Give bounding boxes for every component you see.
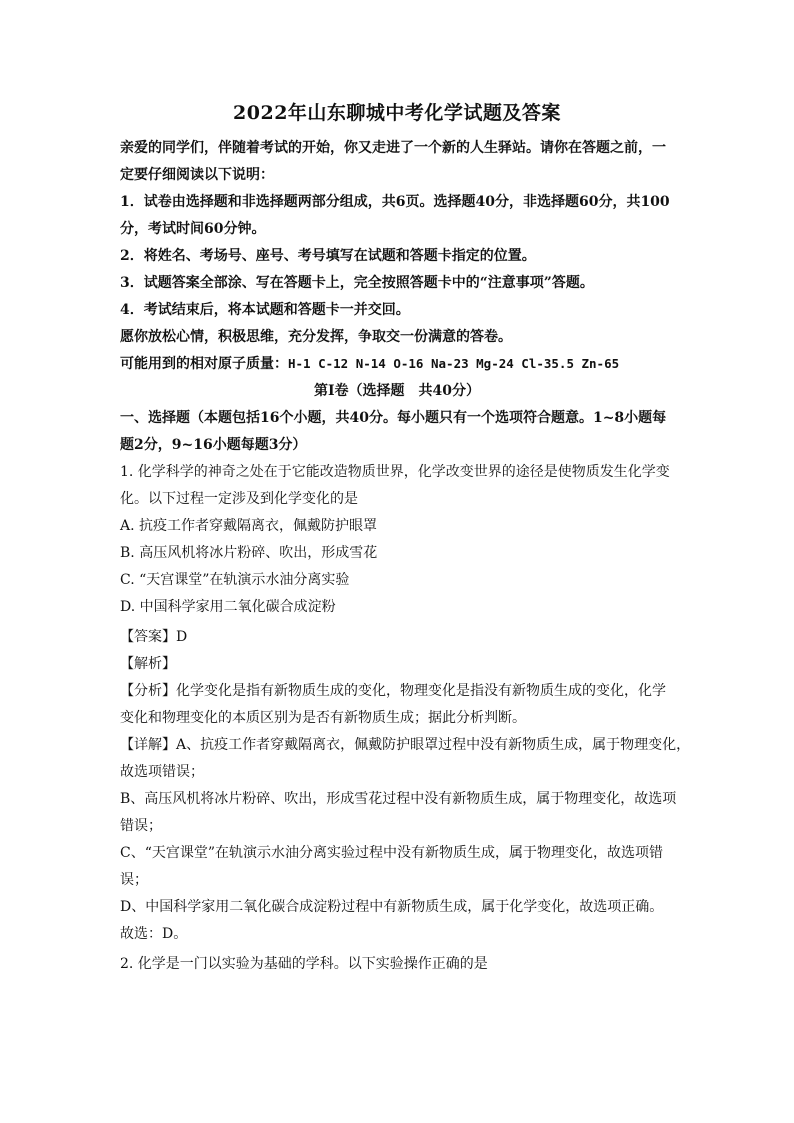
rule-4: 4．考试结束后，将本试题和答题卡一并交回。	[120, 302, 410, 318]
section-heading: 第Ⅰ卷（选择题 共40分）	[313, 383, 481, 399]
q1-detail-b-2: 错误；	[120, 818, 162, 834]
section-instruction-1: 一、选择题（本题包括16个小题，共40分。每小题只有一个选项符合题意。1~8小题每	[120, 410, 667, 426]
q1-option-d: D. 中国科学家用二氧化碳合成淀粉	[120, 599, 336, 615]
atomic-mass-line	[120, 354, 690, 374]
q1-detail-b-1: B、高压风机将冰片粉碎、吹出，形成雪花过程中没有新物质生成，属于物理变化，故选项	[120, 791, 677, 807]
rule-1a: 1．试卷由选择题和非选择题两部分组成，共6页。选择题40分，非选择题60分，共100	[120, 194, 670, 210]
q1-option-b: B. 高压风机将冰片粉碎、吹出，形成雪花	[120, 545, 378, 561]
q1-conclusion: 故选：D。	[120, 926, 188, 942]
q1-detail-a-1: 【详解】A、抗疫工作者穿戴隔离衣，佩戴防护眼罩过程中没有新物质生成，属于物理变化，	[120, 737, 691, 753]
q1-fenxi-1: 【分析】化学变化是指有新物质生成的变化，物理变化是指没有新物质生成的变化，化学	[120, 683, 666, 699]
intro-line-2: 定要仔细阅读以下说明：	[120, 167, 274, 183]
q1-answer: 【答案】D	[120, 629, 188, 645]
q1-detail-c-2: 误；	[120, 872, 148, 888]
rule-1b: 分，考试时间60分钟。	[120, 221, 266, 237]
q1-analysis-label: 【解析】	[120, 656, 176, 672]
q1-option-a: A. 抗疫工作者穿戴隔离衣，佩戴防护眼罩	[120, 518, 378, 534]
rule-3: 3．试题答案全部涂、写在答题卡上，完全按照答题卡中的“注意事项”答题。	[120, 275, 594, 291]
wish-line: 愿你放松心情，积极思维，充分发挥，争取交一份满意的答卷。	[120, 329, 512, 345]
q1-fenxi-2: 变化和物理变化的本质区别为是否有新物质生成；据此分析判断。	[120, 710, 526, 726]
q1-detail-c-1: C、“天宫课堂”在轨演示水油分离实验过程中没有新物质生成，属于物理变化，故选项错	[120, 845, 664, 861]
q1-stem-2: 化。以下过程一定涉及到化学变化的是	[120, 491, 358, 507]
rule-2: 2．将姓名、考场号、座号、考号填写在试题和答题卡指定的位置。	[120, 248, 536, 264]
q2-stem: 2. 化学是一门以实验为基础的学科。以下实验操作正确的是	[120, 956, 488, 972]
atomic-mass-label: 可能用到的相对原子质量：	[120, 356, 288, 372]
q1-detail-a-2: 故选项错误；	[120, 764, 204, 780]
section-instruction-2: 题2分，9~16小题每题3分）	[120, 437, 307, 453]
q1-detail-d: D、中国科学家用二氧化碳合成淀粉过程中有新物质生成，属于化学变化，故选项正确。	[120, 899, 664, 915]
q1-stem-1: 1. 化学科学的神奇之处在于它能改造物质世界，化学改变世界的途径是使物质发生化学变	[120, 464, 670, 480]
intro-line-1: 亲爱的同学们，伴随着考试的开始，你又走进了一个新的人生驿站。请你在答题之前，一	[120, 140, 666, 156]
page-title: 2022年山东聊城中考化学试题及答案	[233, 102, 561, 124]
atomic-mass-values: H-1 C-12 N-14 O-16 Na-23 Mg-24 Cl-35.5 Zn-65	[288, 356, 620, 371]
q1-option-c: C. “天宫课堂”在轨演示水油分离实验	[120, 572, 350, 588]
